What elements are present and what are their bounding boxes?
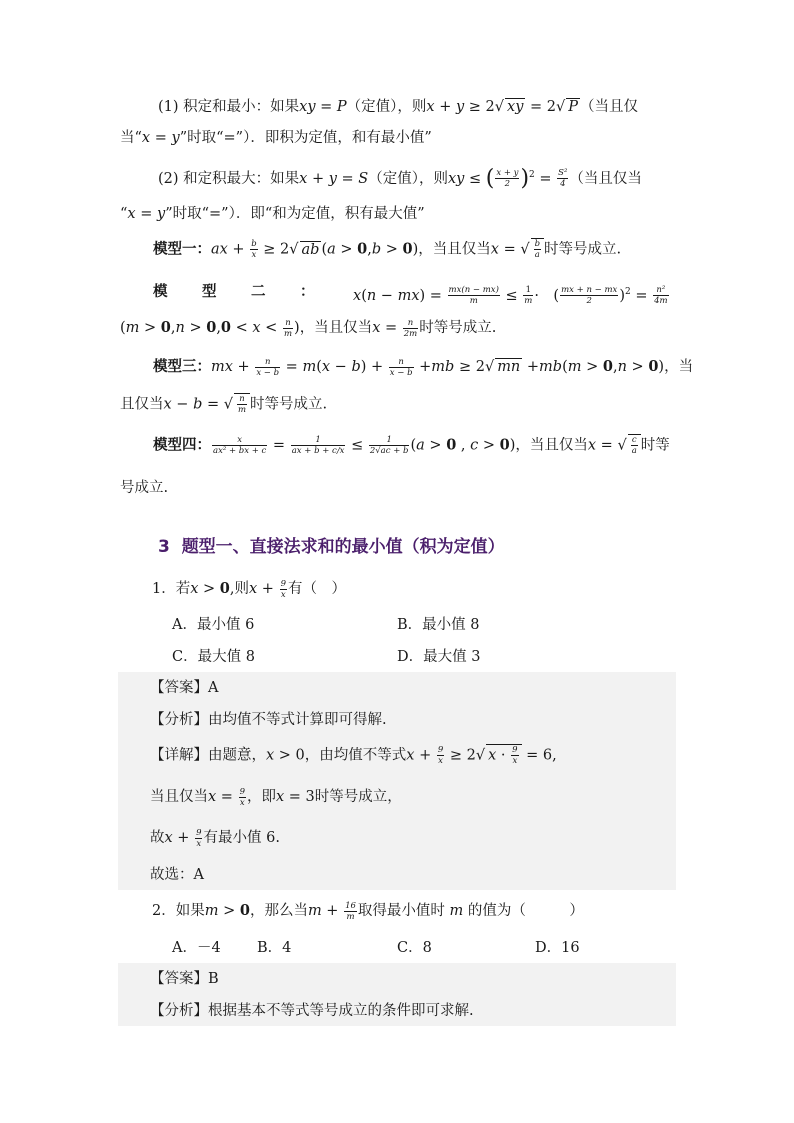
question-1-detail-line-2: 当且仅当x = $\frac{9}{x}$ ，即x = 3时等号成立， [150,786,402,808]
question-1-option-d: D．最大值 3 [397,649,481,665]
question-2-option-c: C．8 [397,940,432,956]
model-1: 模型一：ax + $\frac{b}{x}$ ≥ 2√ ab (a > 0,b > 0)，当且仅当x = √ $\frac{b}{a}$ 时等号成立. [153,239,622,260]
question-1-option-b: B．最小值 8 [397,617,480,633]
model-3-line-2: 且仅当x − b = √ $\frac{n}{m}$ 时等号成立. [120,394,328,415]
question-2-option-d: D．16 [535,940,580,956]
question-1-detail-line-3: 故x + $\frac{9}{x}$ 有最小值 6. [150,827,280,849]
model-4-line-2: 号成立. [120,480,169,496]
model-2-line-2: (m > 0,n > 0,0 < x < $\frac{n}{m}$ )，当且仅当x = $\frac{n}{2m}$ 时等号成立. [120,317,497,339]
question-2-stem: 2．如果m > 0，那么当m + $\frac{16}{m}$ 取得最小值时 m 的值为（ ） [152,900,584,922]
question-1-analysis: 【分析】由均值不等式计算即可得解. [150,712,387,728]
question-2-answer: 【答案】B [150,971,219,987]
question-2-analysis: 【分析】根据基本不等式等号成立的条件即可求解. [150,1003,474,1019]
paragraph-2-line-2: “x = y”时取“=”）．即“和为定值，积有最大值” [120,206,425,222]
question-2-option-a: A．－4 [172,940,221,956]
section-heading: 3 题型一、直接法求和的最小值（积为定值） [158,537,505,557]
question-1-option-c: C．最大值 8 [172,649,255,665]
question-1-choose: 故选：A [150,867,204,883]
question-1-answer: 【答案】A [150,680,219,696]
model-4-line-1: 模型四： $\frac{x}{\text{ax² + bx + c}}$ = $\frac{1}{ax + b + c/x}$ ≤ $\frac{1}{2√ac + b}$ (a > 0 , c > 0)，当且仅当x = √ $\frac{c}{a}$ 时等 [153,435,670,456]
paragraph-1-line-1: (1) 积定和最小：如果xy = P（定值），则x + y ≥ 2√ xy = 2√ P （当且仅 [158,99,639,115]
document-page: (1) 积定和最小：如果xy = P（定值），则x + y ≥ 2√ xy = 2√ P （当且仅 当“x = y”时取“=”）．即积为定值，和有最小值” (2) 和定积最大：如果x + y = S（定值），则xy ≤ ( $\frac{x + y}{2}$ )$^2$ = $\frac{\text{S²}}{4}$ （当且仅当 “x = y”时取“=”）．即“和为定值，积有最大值” 模型一：ax + $\frac{b}{x}$ ≥ 2√ ab (a > 0,b > 0)，当且仅当x = √ $\frac{b}{a}$ 时等号成立. 模 型 二 ： x(n − mx) = $\frac{mx(n - mx)}{m}$ ≤ $\frac{1}{m}$ · ( $\frac{mx + n - mx}{2}$ )$^2$ = $\frac{\text{n²}}{4m}$ (m > 0,n > 0,0 < x < $\frac{n}{m}$ )，当且仅当x = $\frac{n}{2m}$ 时等号成立. 模型三：mx + $\frac{n}{x - b}$ = m(x − b) + $\frac{n}{x - b}$ +mb ≥ 2√ mn +mb(m > 0,n > 0)，当 且仅当x − b = √ $\frac{n}{m}$ 时等号成立. 模型四： $\frac{x}{\text{ax² + bx + c}}$ = $\frac{1}{ax + b + c/x}$ ≤ $\frac{1}{2√ac + b}$ (a > 0 , c > 0)，当且仅当x = √ $\frac{c}{a}$ 时等 号成立. 3 题型一、直接法求和的最小值（积为定值） 1．若x > 0,则x + $\frac{9}{x}$ 有（ ） A．最小值 6 B．最小值 8 C．最大值 8 D．最大值 3 【答案】A 【分析】由均值不等式计算即可得解. 【详解】由题意，x > 0，由均值不等式x + $\frac{9}{x}$ ≥ 2√ x · $\frac{9}{x}$ = 6, 当且仅当x = $\frac{9}{x}$ ，即x = 3时等号成立， 故x + $\frac{9}{x}$ 有最小值 6. 故选：A 2．如果m > 0，那么当m + $\frac{16}{m}$ 取得最小值时 m 的值为（ ） A．－4 B．4 C．8 D．16 【答案】B 【分析】根据基本不等式等号成立的条件即可求解. [0,0,794,1123]
paragraph-1-line-2: 当“x = y”时取“=”）．即积为定值，和有最小值” [120,130,432,146]
model-3-line-1: 模型三：mx + $\frac{n}{x - b}$ = m(x − b) + $\frac{n}{x - b}$ +mb ≥ 2√ mn +mb(m > 0,n > 0)，当 [153,356,694,378]
paragraph-2-line-1: (2) 和定积最大：如果x + y = S（定值），则xy ≤ ( $\frac{x + y}{2}$ )$^2$ = $\frac{\text{S²}}{4}$ （当且仅当 [158,165,642,191]
question-1-option-a: A．最小值 6 [172,617,255,633]
question-1-detail: 【详解】由题意，x > 0，由均值不等式x + $\frac{9}{x}$ ≥ 2√ x · $\frac{9}{x}$ = 6, [150,745,557,766]
question-2-option-b: B．4 [257,940,292,956]
question-1-solution-box [118,672,676,890]
question-1-stem: 1．若x > 0,则x + $\frac{9}{x}$ 有（ ） [152,578,346,600]
